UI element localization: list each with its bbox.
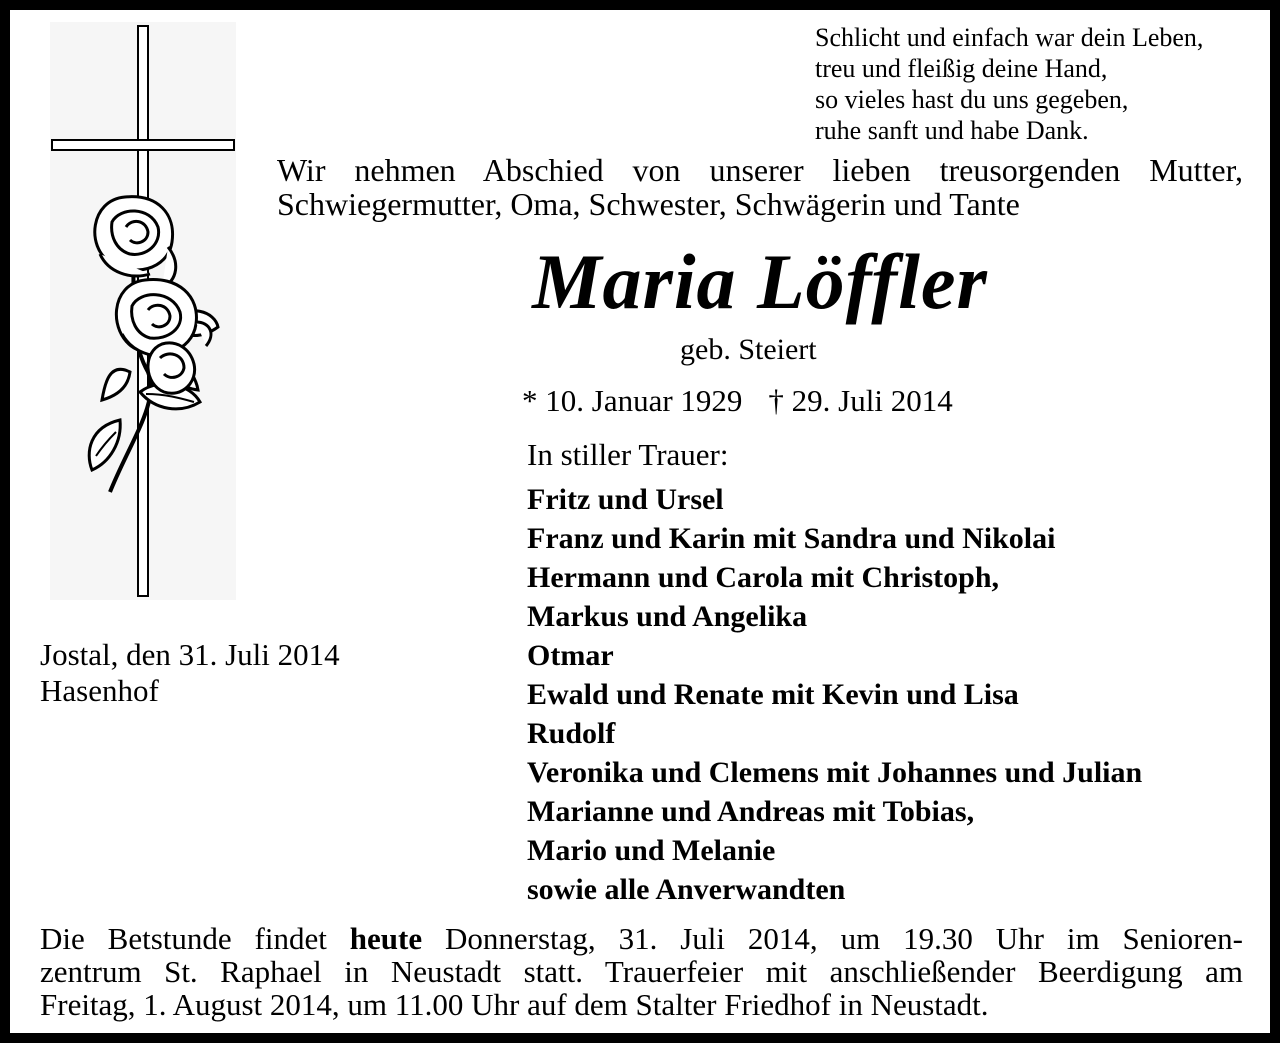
mourner-entry: Ewald und Renate mit Kevin und Lisa — [527, 678, 1019, 711]
mourner-entry: Rudolf — [527, 717, 616, 750]
death-date: † 29. Juli 2014 — [768, 383, 953, 418]
service-line — [40, 922, 1243, 955]
service-text: Die Betstunde findet — [40, 921, 327, 956]
service-emphasis: heute — [349, 921, 423, 956]
intro-line: Schwiegermutter, Oma, Schwester, Schwägerin und Tante — [277, 186, 1020, 222]
poem-line: so vieles hast du uns gegeben, — [815, 85, 1129, 114]
service-line: Freitag, 1. August 2014, um 11.00 Uhr auf dem Stalter Friedhof in Neustadt. — [40, 987, 989, 1022]
intro-line: Wir nehmen Abschied von unserer lieben treusorgenden Mutter, — [277, 152, 1243, 188]
farewell-intro — [277, 153, 1243, 221]
poem-line: treu und fleißig deine Hand, — [815, 54, 1108, 83]
service-details — [40, 922, 1243, 1021]
mourner-entry: Otmar — [527, 639, 614, 672]
deceased-name: Maria Löffler — [532, 238, 988, 325]
birth-date: * 10. Januar 1929 — [522, 383, 743, 418]
place-date-line: Jostal, den 31. Juli 2014 — [40, 637, 340, 672]
life-dates — [522, 383, 953, 419]
place-location: Hasenhof — [40, 673, 159, 708]
mourner-entry: Mario und Melanie — [527, 834, 776, 867]
mourner-entry: Fritz und Ursel — [527, 483, 724, 516]
memorial-poem — [815, 22, 1255, 146]
mourner-entry: Hermann und Carola mit Christoph, — [527, 561, 1000, 594]
cross-with-roses-icon — [50, 22, 236, 600]
poem-line: Schlicht und einfach war dein Leben, — [815, 23, 1204, 52]
mourner-entry: sowie alle Anverwandten — [527, 873, 846, 906]
poem-line: ruhe sanft und habe Dank. — [815, 116, 1089, 145]
maiden-name: geb. Steiert — [680, 333, 817, 366]
place-and-date — [40, 637, 340, 709]
mourner-entry: Franz und Karin mit Sandra und Nikolai — [527, 522, 1056, 555]
mourner-entry: Markus und Angelika — [527, 600, 808, 633]
mourners-list — [527, 480, 1142, 909]
mourning-heading: In stiller Trauer: — [527, 437, 729, 472]
mourner-entry: Marianne und Andreas mit Tobias, — [527, 795, 975, 828]
service-line: zentrum St. Raphael in Neustadt statt. Trauerfeier mit anschließender Beerdigung am — [40, 954, 1243, 989]
service-text: Donnerstag, 31. Juli 2014, um 19.30 Uhr im Senioren- — [445, 921, 1244, 956]
mourner-entry: Veronika und Clemens mit Johannes und Julian — [527, 756, 1143, 789]
